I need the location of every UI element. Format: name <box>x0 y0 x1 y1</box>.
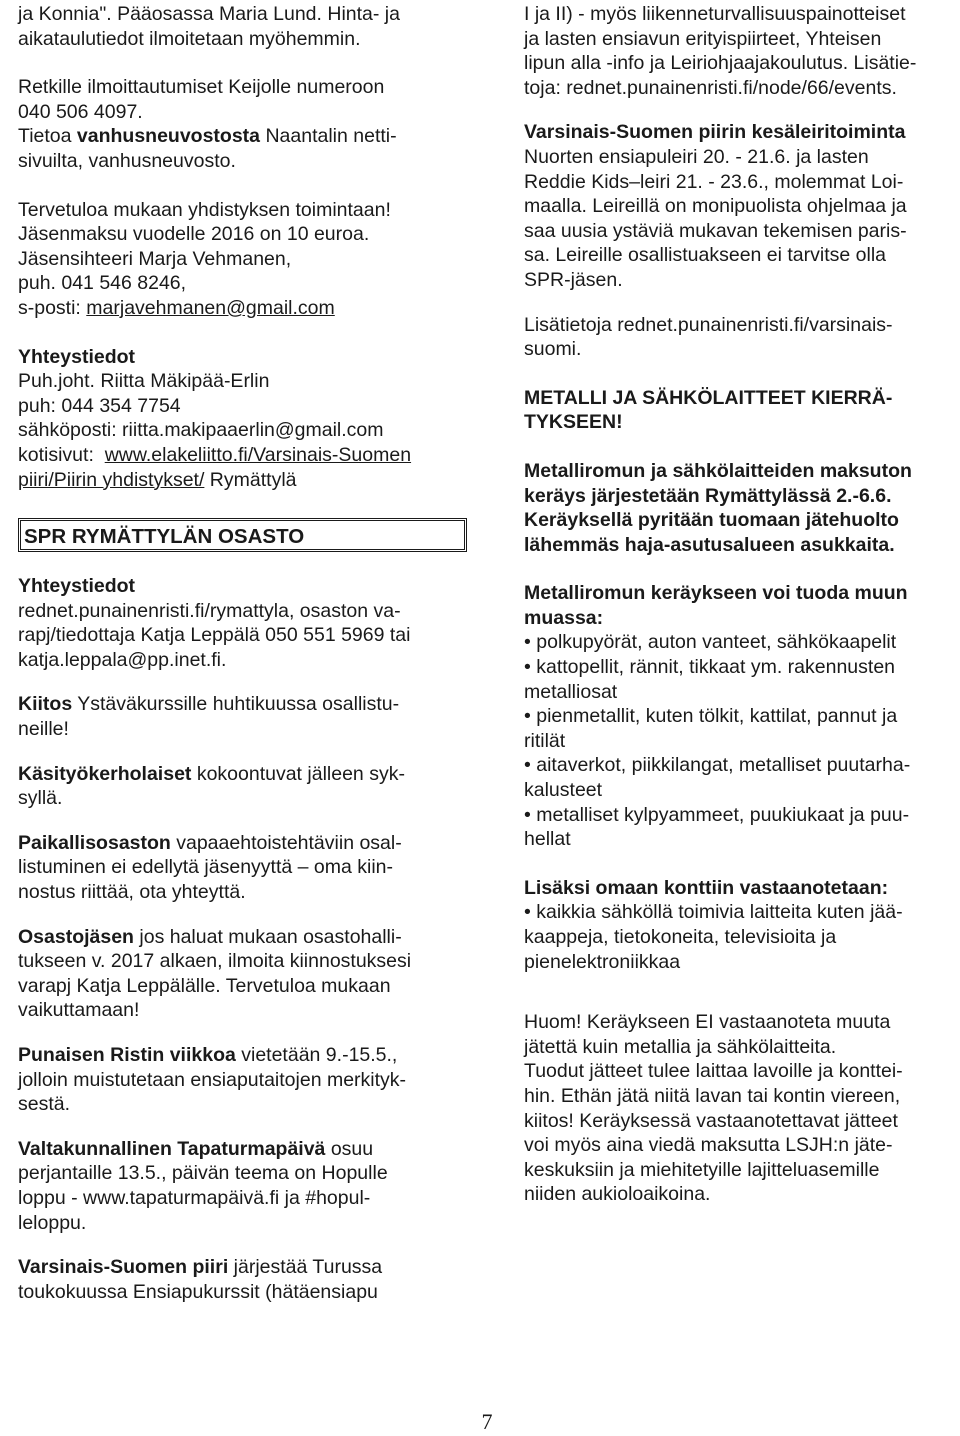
list-item: • kattopellit, rännit, tikkaat ym. rakennusten metalliosat <box>524 655 949 704</box>
list-item: • pienmetallit, kuten tölkit, kattilat, pannut ja ritilät <box>524 704 949 753</box>
yhteystiedot-heading: Yhteystiedot <box>18 345 136 368</box>
page-number: 7 <box>481 1409 493 1434</box>
kesaleiri-heading: Varsinais-Suomen piirin kesäleiritoiminta <box>524 121 906 144</box>
paikallisosasto-paragraph: Paikallisosaston vapaaehtoistehtäviin osal- listuminen ei edellytä jäsenyyttä – oma kiin- nostus riittää, ota yhteyttä. <box>18 831 402 904</box>
email-link[interactable]: marjavehmanen@gmail.com <box>86 296 335 319</box>
osastojasen-paragraph: Osastojäsen jos haluat mukaan osastohalli- tukseen v. 2017 alkaen, ilmoita kiinnostuksesi varapj Katja Leppälälle. Tervetuloa mukaan vaikuttamaan! <box>18 925 412 1022</box>
vanhusneuvosto-text: Tietoa vanhusneuvostosta Naantalin netti- sivuilta, vanhusneuvosto. <box>18 125 397 172</box>
section-title-box: SPR RYMÄTTYLÄN OSASTO <box>18 518 467 552</box>
list-item: • aitaverkot, piikkilangat, metalliset puutarha- kalusteet <box>524 753 949 802</box>
list-item: • metalliset kylpyammeet, puukiukaat ja puu- hellat <box>524 803 949 852</box>
piiri-paragraph: Varsinais-Suomen piiri järjestää Turussa toukokuussa Ensiapukurssit (hätäensiapu <box>18 1256 383 1303</box>
kontti-list <box>524 900 949 974</box>
kesaleiri-paragraph: Varsinais-Suomen piirin kesäleiritoiminta Nuorten ensiapuleiri 20. - 21.6. ja lasten Reddie Kids–leiri 21. - 23.6., molemmat Loi- maalla. Leireillä on monipuolista ohjelmaa ja saa uusia ystäviä mukavan tekemisen paris- sa. Leireille osallistuakseen ei tarvitse olla SPR-jäsen. <box>524 121 907 291</box>
kotisivut-link-continued[interactable]: piiri/Piirin yhdistykset/ <box>18 468 205 491</box>
huom-paragraph: Huom! Keräykseen EI vastaanoteta muuta jätettä kuin metallia ja sähkölaitteita. Tuodut jätteet tulee laittaa lavoille ja konttei- hin. Ethän jätä niitä lavan tai kontin viereen, kiitos! Keräyksessä vastaanotettavat jätteet voi myös aina viedä maksutta LSJH:n jäte- keskuksiin ja miehitetyille lajitteluasemille niiden aukioloaikoina. <box>524 1011 903 1206</box>
tapaturmapaiva-paragraph: Valtakunnallinen Tapaturmapäivä osuu perjantaille 13.5., päivän teema on Hopulle loppu - www.tapaturmapäivä.fi ja #hopul- leloppu. <box>18 1137 388 1234</box>
kontti-list-block: Lisäksi omaan konttiin vastaanotetaan: • kaikkia sähköllä toimivia laitteita kuten jää- kaappeja, tietokoneita, televisioita ja pienelektroniikkaa <box>524 876 949 974</box>
metalliromu-list <box>524 630 949 851</box>
list-item: • kaikkia sähköllä toimivia laitteita kuten jää- kaappeja, tietokoneita, televisioita ja pienelektroniikkaa <box>524 900 949 974</box>
metalli-intro: Metalliromun ja sähkölaitteiden maksuton keräys järjestetään Rymättylässä 2.-6.6. Keräyksellä pyritään tuomaan jätehuolto lähemmäs haja-asutusalueen asukkaita. <box>524 459 912 556</box>
left-column <box>18 0 468 1304</box>
lisatietoja-text: Lisätietoja rednet.punainenristi.fi/varsinais- suomi. <box>524 313 893 361</box>
yhteystiedot-elakeliitto: Yhteystiedot Puh.joht. Riitta Mäkipää-Erlin puh: 044 354 7754 sähköposti: riitta.makipaaerlin@gmail.com kotisivut: www.elakeliitto.fi/Varsinais-Suomen piiri/Piirin yhdistykset/ Rymättylä <box>18 345 412 491</box>
kasityo-paragraph: Käsityökerholaiset kokoontuvat jälleen syk- syllä. <box>18 762 405 810</box>
yhteystiedot-heading: Yhteystiedot <box>18 575 136 598</box>
kurssit-continued: I ja II) - myös liikenneturvallisuuspainotteiset ja lasten ensiavun erityispiirteet, Yhteisen lipun alla -info ja Leiriohjaajakoulutus. Lisätie- toja: rednet.punainenristi.fi/node/66/events. <box>524 3 917 99</box>
viikko-paragraph: Punaisen Ristin viikkoa vietetään 9.-15.5., jolloin muistutetaan ensiaputaitojen merkityk- sestä. <box>18 1044 407 1116</box>
list-item: • polkupyörät, auton vanteet, sähkökaapelit <box>524 630 949 655</box>
kiitos-paragraph: Kiitos Ystäväkurssille huhtikuussa osallistu- neille! <box>18 693 400 741</box>
retket-text: Retkille ilmoittautumiset Keijolle numeroon 040 506 4097. <box>18 76 385 123</box>
intro-text: ja Konnia". Pääosassa Maria Lund. Hinta- ja aikataulutiedot ilmoitetaan myöhemmin. <box>18 3 400 50</box>
metalliromu-list-block: Metalliromun keräykseen voi tuoda muun muassa: • polkupyörät, auton vanteet, sähkökaapelit • kattopellit, rännit, tikkaat ym. rakennusten metalliosat • pienmetallit, kuten tölkit, kattilat, pannut ja ritilät • aitaverkot, piikkilangat, metalliset puutarha- kalusteet • metalliset kylpyammeet, puukiukaat ja puu- hellat <box>524 581 949 852</box>
yhteystiedot-spr: Yhteystiedot rednet.punainenristi.fi/rymattyla, osaston va- rapj/tiedottaja Katja Leppälä 050 551 5969 tai katja.leppala@pp.inet.fi. <box>18 575 411 671</box>
metalli-heading: METALLI JA SÄHKÖLAITTEET KIERRÄ- TYKSEEN! <box>524 386 893 434</box>
right-column <box>524 0 949 1207</box>
kotisivut-link[interactable]: www.elakeliitto.fi/Varsinais-Suomen <box>104 443 412 466</box>
tervetuloa-text: Tervetuloa mukaan yhdistyksen toimintaan! Jäsenmaksu vuodelle 2016 on 10 euroa. Jäsensihteeri Marja Vehmanen, puh. 041 546 8246, s-posti: marjavehmanen@gmail.com <box>18 198 391 319</box>
